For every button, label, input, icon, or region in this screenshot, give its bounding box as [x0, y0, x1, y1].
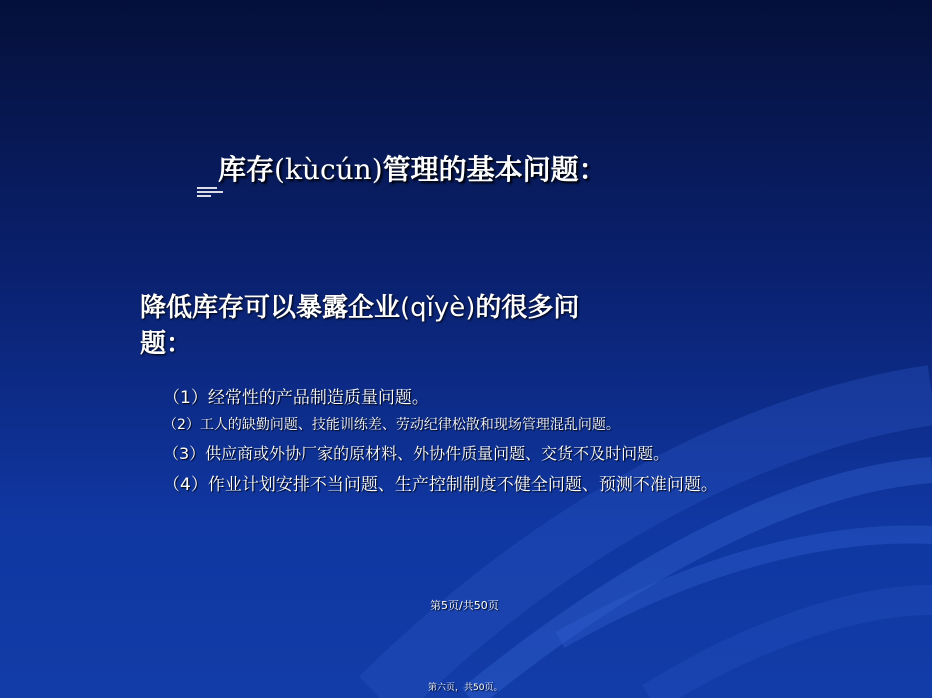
decorative-marks	[197, 186, 223, 198]
heading-text-pre: 降低库存可以暴露企业	[140, 293, 401, 323]
list-item: （1）经常性的产品制造质量问题。	[163, 388, 429, 408]
section-heading	[140, 290, 620, 362]
title-pinyin: (kùcún)	[274, 153, 383, 186]
problem-list	[163, 384, 718, 501]
list-item: （2）工人的缺勤问题、技能训练差、劳动纪律松散和现场管理混乱问题。	[163, 417, 620, 433]
list-item: （4）作业计划安排不当问题、生产控制制度不健全问题、预测不准问题。	[163, 475, 718, 495]
page-number: 第5页/共50页	[430, 599, 499, 612]
list-item: （3）供应商或外协厂家的原材料、外协件质量问题、交货不及时问题。	[163, 444, 670, 463]
footer-page-number: 第六页，共50页。	[428, 683, 503, 693]
heading-text-post: 的很多问题：	[140, 293, 580, 359]
title-text-post: 管理的基本问题：	[382, 153, 607, 186]
heading-pinyin: (qǐyè)	[400, 293, 476, 323]
title-text-pre: 库存	[218, 153, 275, 186]
slide-title	[218, 148, 607, 188]
